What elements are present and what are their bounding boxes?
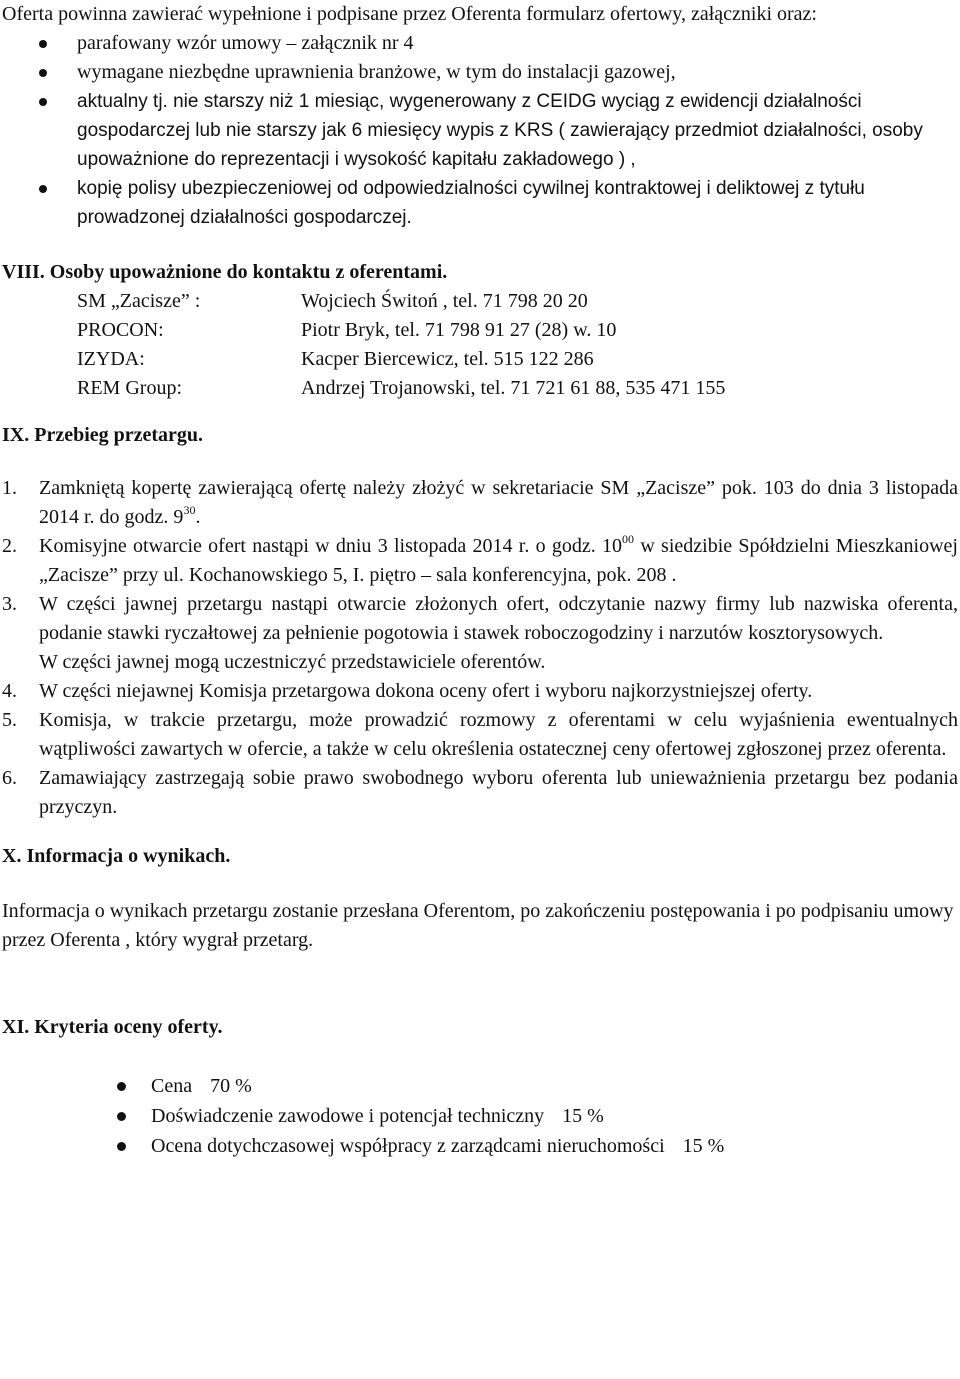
contact-row <box>77 316 960 345</box>
list-item <box>151 1072 960 1102</box>
criteria-list <box>2 1072 960 1162</box>
intro-paragraph: Oferta powinna zawierać wypełnione i podpisane przez Oferenta formularz ofertowy, załączniki oraz: <box>2 3 817 25</box>
step-number: 6. <box>2 767 17 789</box>
contact-value: Wojciech Świtoń , tel. 71 798 20 20 <box>301 290 588 312</box>
contact-row <box>77 374 960 403</box>
list-item: kopię polisy ubezpieczeniowej od odpowiedzialności cywilnej kontraktowej i deliktowej z tytułu prowadzonej działalności gospodarczej. <box>77 174 960 232</box>
criterion-name: Cena <box>151 1075 193 1097</box>
section-heading-xi: XI. Kryteria oceny oferty. <box>2 1016 223 1038</box>
attachments-list <box>2 29 960 232</box>
contact-label: SM „Zacisze” : <box>77 290 201 312</box>
contact-row <box>77 287 960 316</box>
step-number: 2. <box>2 535 17 557</box>
step-number: 1. <box>2 477 17 499</box>
section-heading-x: X. Informacja o wynikach. <box>2 845 231 867</box>
section-heading-viii: VIII. Osoby upoważnione do kontaktu z oferentami. <box>2 261 448 283</box>
list-item: aktualny tj. nie starszy niż 1 miesiąc, wygenerowany z CEIDG wyciąg z ewidencji działalności gospodarczej lub nie starszy jak 6 miesięcy wypis z KRS ( zawierający przedmiot działalności, osoby upoważnione do reprezentacji i wysokość kapitału zakładowego ) , <box>77 87 960 174</box>
list-item: wymagane niezbędne uprawnienia branżowe, w tym do instalacji gazowej, <box>77 58 960 87</box>
section-heading-ix: IX. Przebieg przetargu. <box>2 424 204 446</box>
contact-row <box>77 345 960 374</box>
list-item <box>2 706 960 764</box>
step-text: W części niejawnej Komisja przetargowa dokona oceny ofert i wyboru najkorzystniejszej oferty. <box>39 680 813 702</box>
step-text: Zamkniętą kopertę zawierającą ofertę należy złożyć w sekretariacie SM „Zacisze” pok. 103 do dnia 3 listopada 2014 r. do godz. $9^{30}$. <box>39 477 958 528</box>
step-text: Komisyjne otwarcie ofert nastąpi w dniu 3 listopada 2014 r. o godz. $10^{00}$ w siedzibie Spółdzielni Mieszkaniowej „Zacisze” przy ul. Kochanowskiego 5, I. piętro – sala konferencyjna, pok. 208 . <box>39 532 958 586</box>
list-item <box>2 677 960 706</box>
step-number: 4. <box>2 680 17 702</box>
criterion-name: Ocena dotychczasowej współpracy z zarządcami nieruchomości <box>151 1135 665 1157</box>
results-info-paragraph: Informacja o wynikach przetargu zostanie przesłana Oferentom, po zakończeniu postępowania i po podpisaniu umowy przez Oferenta , który wygrał przetarg. <box>2 900 954 951</box>
contact-value: Kacper Biercewicz, tel. 515 122 286 <box>301 348 594 370</box>
contact-label: REM Group: <box>77 377 182 399</box>
list-item <box>151 1132 960 1162</box>
list-item <box>2 474 960 532</box>
list-item <box>151 1102 960 1132</box>
contact-label: IZYDA: <box>77 348 145 370</box>
criterion-name: Doświadczenie zawodowe i potencjał techniczny <box>151 1105 545 1127</box>
criterion-weight: 70 % <box>210 1075 252 1097</box>
step-text: W części jawnej przetargu nastąpi otwarcie złożonych ofert, odczytanie nazwy firmy lub nazwiska oferenta, podanie stawki ryczałtowej za pełnienie pogotowia i stawek roboczogodziny i narzutów kosztorysowych. W części jawnej mogą uczestniczyć przedstawiciele oferentów. <box>39 593 958 673</box>
procedure-steps <box>2 474 960 822</box>
list-item <box>2 532 960 590</box>
contact-value: Piotr Bryk, tel. 71 798 91 27 (28) w. 10 <box>301 319 617 341</box>
criterion-weight: 15 % <box>562 1105 604 1127</box>
contact-label: PROCON: <box>77 319 164 341</box>
list-item <box>2 764 960 822</box>
list-item: parafowany wzór umowy – załącznik nr 4 <box>77 29 960 58</box>
step-text: Zamawiający zastrzegają sobie prawo swobodnego wyboru oferenta lub unieważnienia przetargu bez podania przyczyn. <box>39 767 958 818</box>
step-number: 5. <box>2 709 17 731</box>
list-item <box>2 590 960 677</box>
criterion-weight: 15 % <box>682 1135 725 1157</box>
step-number: 3. <box>2 593 17 615</box>
contact-value: Andrzej Trojanowski, tel. 71 721 61 88, 535 471 155 <box>301 377 726 399</box>
step-text: Komisja, w trakcie przetargu, może prowadzić rozmowy z oferentami w celu wyjaśnienia ewentualnych wątpliwości zawartych w ofercie, a także w celu określenia ostatecznej ceny ofertowej zgłoszonej przez oferenta. <box>39 709 958 760</box>
contacts-list <box>2 287 960 403</box>
